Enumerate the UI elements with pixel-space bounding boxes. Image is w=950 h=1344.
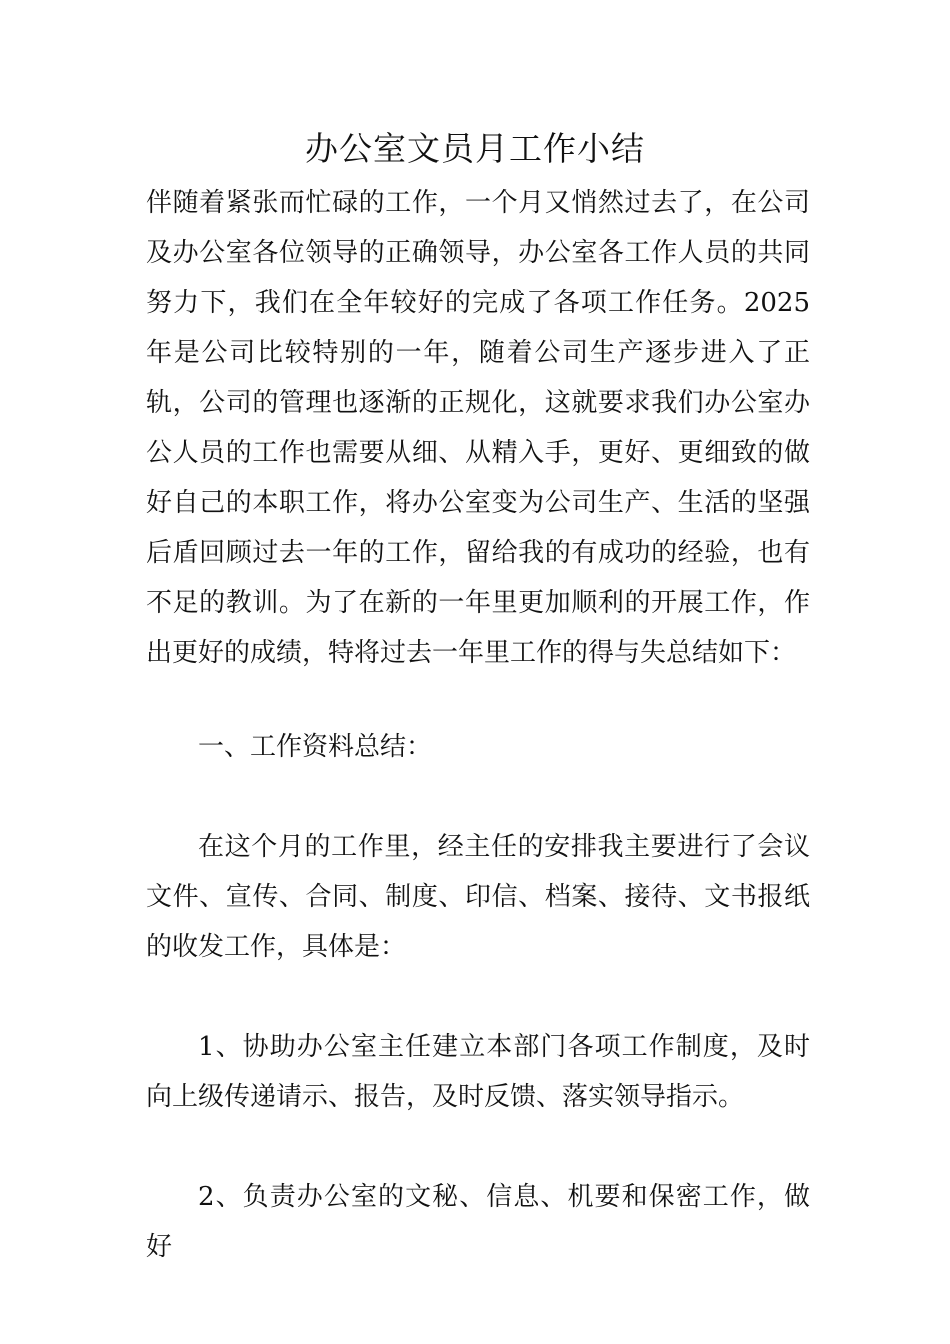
section-heading: 一、工作资料总结： [198, 732, 433, 762]
list-item-2: 2、负责办公室的文秘、信息、机要和保密工作，做好 [146, 1182, 810, 1262]
intro-paragraph: 伴随着紧张而忙碌的工作，一个月又悄然过去了，在公司及办公室各位领导的正确领导，办公室各工作人员的共同努力下，我们在全年较好的完成了各项工作任务。2025年是公司比较特别的一年，随着公司生产逐步进入了正轨，公司的管理也逐渐的正规化，这就要求我们办公室办公人员的工作也需要从细、从精入手，更好、更细致的做好自己的本职工作，将办公室变为公司生产、生活的坚强后盾回顾过去一年的工作，留给我的有成功的经验，也有不足的教训。为了在新的一年里更加顺利的开展工作，作出更好的成绩，特将过去一年里工作的得与失总结如下： [146, 188, 810, 668]
list-item-1: 1、协助办公室主任建立本部门各项工作制度，及时向上级传递请示、报告，及时反馈、落实领导指示。 [146, 1032, 810, 1112]
work-content-paragraph: 在这个月的工作里，经主任的安排我主要进行了会议文件、宣传、合同、制度、印信、档案、接待、文书报纸的收发工作，具体是： [146, 832, 810, 962]
document-title: 办公室文员月工作小结 [305, 129, 645, 168]
